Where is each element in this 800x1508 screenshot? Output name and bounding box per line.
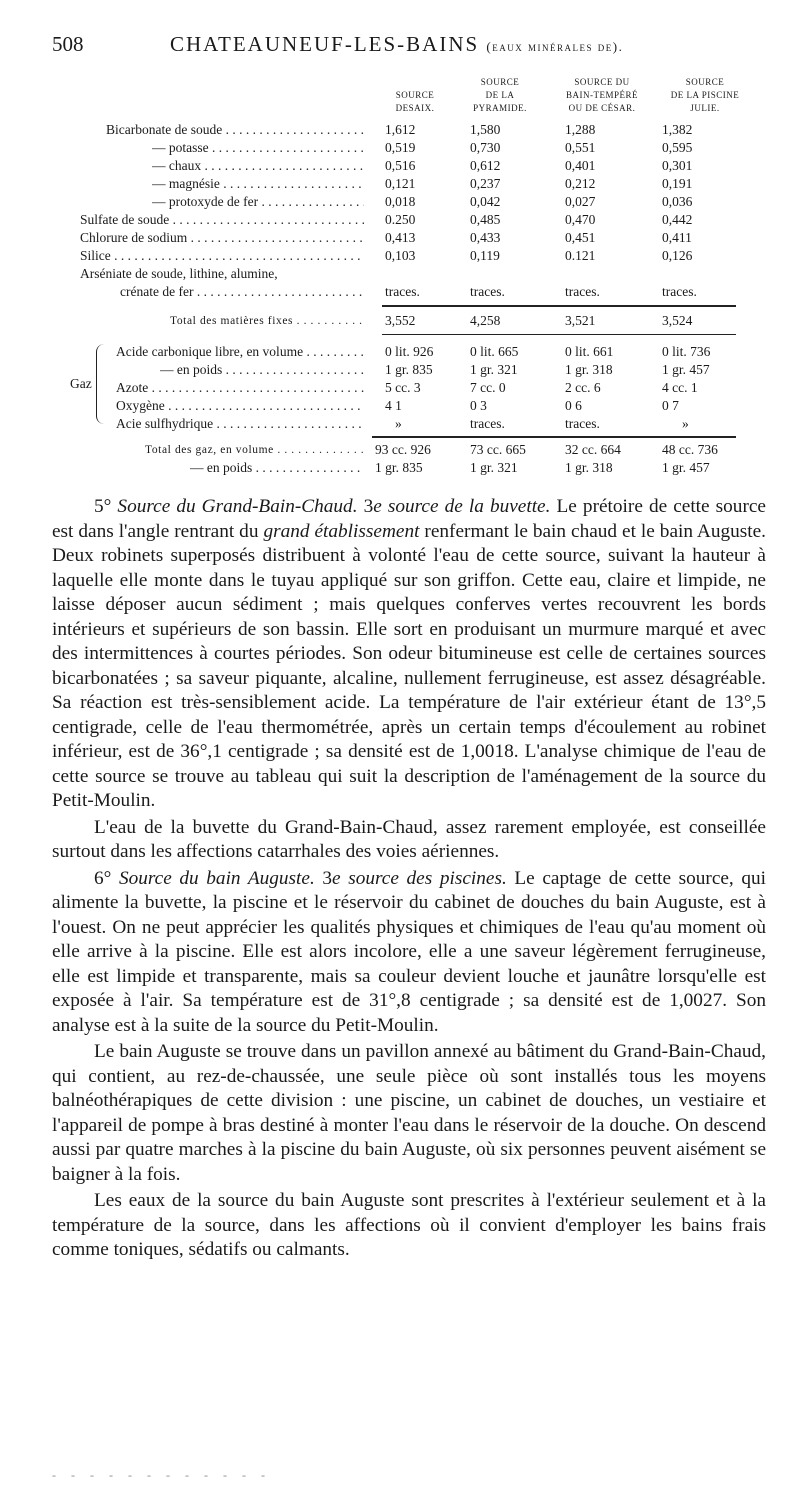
cell-value: 0,485 [470,212,501,227]
text-run: 3 [357,496,374,517]
cell-value: 4 cc. 1 [662,380,698,395]
row-label: Acie sulfhydrique . . . [116,416,364,432]
cell-value: 0 3 [470,398,487,413]
cell-value: 0 lit. 665 [470,344,519,359]
column-header-line: BAIN-TEMPÉRÉ [566,90,638,100]
column-header-line: SOURCE [685,77,725,87]
cell-value: 0,018 [385,194,416,209]
body-text [52,495,766,1265]
row-label: Silice . . . [80,248,364,264]
cell-value: 0,516 [385,158,416,173]
cell-value: 1 gr. 318 [565,362,613,377]
column-header-piscine-julie [645,76,765,115]
section-heading: Source du bain Auguste. [118,867,315,889]
cell-value: 0,191 [662,176,693,191]
cell-value: 0,121 [385,176,416,191]
running-title-main: CHATEAUNEUF-LES-BAINS [170,32,480,56]
column-header-line: DE LA [485,90,515,100]
cell-value: 0,237 [470,176,501,191]
cell-value: 0,411 [662,230,692,245]
cell-value: 4,258 [470,313,501,328]
cell-value: 0.250 [385,212,416,227]
paragraph-buvette-usage: L'eau de la buvette du Grand-Bain-Chaud, assez rarement employée, est conseillée surtout dans les affections catarrhales des voies aériennes. [52,816,766,862]
table-row [0,266,800,282]
section-subheading: e source de la buvette. [373,496,551,517]
table-row [0,194,800,210]
cell-value: 0 lit. 926 [385,344,434,359]
cell-value: traces. [565,284,600,299]
table-row [0,344,800,360]
row-label: Sulfate de soude . . . [80,212,364,228]
column-header-line: PYRAMIDE. [473,103,527,113]
table-row [0,158,800,174]
cell-value: 0,519 [385,140,416,155]
table-row [0,212,800,228]
cell-value: 0,301 [662,158,693,173]
cell-value: 0,126 [662,248,693,263]
cell-value: traces. [565,416,600,431]
cell-value: 48 cc. 736 [662,442,718,457]
row-label: Chlorure de sodium . . . [80,230,364,246]
cell-value: 0,042 [470,194,501,209]
text-run: 3 [314,867,333,889]
cell-value: 1,288 [565,122,596,137]
column-header-line: SOURCE DU [574,77,630,87]
scan-artifact-marks: - - - - - - - - - - - - [52,1468,271,1482]
cell-value: 0,103 [385,248,416,263]
cell-value: 32 cc. 664 [565,442,621,457]
section-heading: Source du Grand-Bain-Chaud. [117,496,358,517]
section-subheading: e source des piscines. [332,867,507,889]
column-header-line: JULIE. [690,103,720,113]
cell-value: 0.121 [565,248,596,263]
cell-value: 1 gr. 457 [662,460,710,475]
cell-value: 1 gr. 321 [470,460,518,475]
row-label: — en poids . . . [190,460,364,476]
total-gas-row [0,460,800,476]
text-run: Le prétoire de cette source est dans l'angle rentrant du [52,496,766,542]
cell-value: 1 gr. 318 [565,460,613,475]
page-number: 508 [52,32,84,56]
row-label: Total des matières fixes . . . [170,313,364,329]
cell-value: 0,612 [470,158,501,173]
cell-value: 3,521 [565,313,596,328]
cell-value: 0,451 [565,230,596,245]
row-label: — chaux . . . [152,158,364,174]
row-label: Total des gaz, en volume . . . [145,442,365,458]
cell-value: traces. [662,284,697,299]
table-row [0,284,800,300]
cell-value: 0,413 [385,230,416,245]
row-label: Oxygène . . . [116,398,364,414]
table-row [0,176,800,192]
paragraph-prescription: Les eaux de la source du bain Auguste sont prescrites à l'extérieur seulement et à la température de la source, dans les affections où il convient d'employer les bains frais comme toniques, sédatifs ou calmants. [52,1190,766,1260]
cell-value: 0,442 [662,212,693,227]
analysis-table [0,0,800,475]
table-row [0,380,800,396]
cell-value: 1 gr. 835 [375,460,423,475]
table-row [0,230,800,246]
cell-value: 1,612 [385,122,416,137]
cell-value: 1 gr. 457 [662,362,710,377]
column-header-line: OU DE CÉSAR. [568,103,636,113]
cell-value: 0,730 [470,140,501,155]
cell-value: 0,433 [470,230,501,245]
row-label: — magnésie . . . [152,176,364,192]
cell-value: » [682,416,689,431]
row-label: Arséniate de soude, lithine, alumine, [80,266,278,281]
cell-value: 7 cc. 0 [470,380,506,395]
cell-value: 0,212 [565,176,596,191]
cell-value: 0,027 [565,194,596,209]
row-label: — potasse . . . [152,140,364,156]
column-header-line: DESAIX. [395,103,435,113]
text-run: renfermant le bain chaud et le bain Auguste. Deux robinets superposés distribuent à volonté l'eau de cette source, suivant la hauteur à laquelle elle monte dans le tuyau appliqué sur son griffon. Cette eau, claire et limpide, ne laisse déposer aucun sédiment ; mais quelques conferves vertes recouvrent les bords intérieurs et supérieurs de son bassin. Elle sort en produisant un murmure marqué et avec des intermittences à courtes périodes. Son odeur bitumineuse est celle de certaines sources bicarbonatées ; sa saveur piquante, alcaline, nullement ferrugineuse, est assez désagréable. Sa réaction est très-sensiblement acide. La température de l'air extérieur étant de 13°,5 centigrade, celle de l'eau thermométrée, après un certain temps d'écoulement au robinet inférieur, est de 36°,1 centigrade ; sa densité est de 1,0018. L'analyse chimique de l'eau de cette source se trouve au tableau qui suit la description de l'aménagement de la source du Petit-Moulin. [52,520,766,811]
cell-value: 0,119 [470,248,500,263]
cell-value: 0 lit. 736 [662,344,711,359]
cell-value: 2 cc. 6 [565,380,601,395]
cell-value: 0 lit. 661 [565,344,614,359]
column-header-bain-tempere [542,76,662,115]
cell-value: 5 cc. 3 [385,380,421,395]
cell-value: 93 cc. 926 [375,442,431,457]
cell-value: 3,524 [662,313,693,328]
cell-value: 1 gr. 321 [470,362,518,377]
cell-value: 3,552 [385,313,416,328]
running-title-subtitle: (eaux minérales de). [486,39,624,54]
table-rule [382,305,736,307]
row-label: crénate de fer . . . [120,284,364,300]
cell-value: 0,036 [662,194,693,209]
cell-value: 0,470 [565,212,596,227]
cell-value: 0 6 [565,398,582,413]
column-header-line: SOURCE [395,90,435,100]
cell-value: 4 1 [385,398,402,413]
cell-value: 0,595 [662,140,693,155]
column-header-line: SOURCE [480,77,520,87]
cell-value: 1 gr. 835 [385,362,433,377]
emphasis: grand établissement [263,520,420,542]
row-label: — protoxyde de fer . . . [152,194,364,210]
cell-value: 1,580 [470,122,501,137]
table-row [0,362,800,378]
gas-group-label: Gaz [70,376,92,391]
cell-value: traces. [470,416,505,431]
table-row [0,416,800,432]
table-rule [382,334,736,335]
paragraph-bain-auguste [52,867,766,1039]
cell-value: » [395,416,402,431]
total-gas-row [0,442,800,458]
row-label: Azote . . . [116,380,364,396]
cell-value: traces. [385,284,420,299]
cell-value: 73 cc. 665 [470,442,526,457]
paragraph-pavillon: Le bain Auguste se trouve dans un pavillon annexé au bâtiment du Grand-Bain-Chaud, qui contient, au rez-de-chaussée, une seule pièce où sont installés tous les moyens balnéothérapiques de cette division : une piscine, un cabinet de douches, un vestiaire et l'appareil de pompe à bras destiné à monter l'eau dans le réservoir de la douche. On descend aussi par quatre marches à la piscine du bain Auguste, où six personnes peuvent aisément se baigner à la fois. [52,1041,766,1185]
cell-value: 0,401 [565,158,596,173]
row-label: Acide carbonique libre, en volume . . . [116,344,364,360]
row-label: — en poids . . . [160,362,364,378]
text-run: 5° [94,496,118,517]
table-rule [372,436,736,438]
cell-value: 1,382 [662,122,693,137]
cell-value: traces. [470,284,505,299]
table-row [0,398,800,414]
text-run: Le captage de cette source, qui alimente la buvette, la piscine et le réservoir du cabinet de douches du bain Auguste, est à l'ouest. On ne peut apprécier les qualités physiques et chimiques de l'eau qu'au moment où elle arrive à la piscine. Elle est alors incolore, elle a une saveur légèrement ferrugineuse, elle est limpide et transparente, mais sa couleur devient louche et jaunâtre lorsqu'elle est exposée à l'air. Sa température est de 31°,8 centigrade ; sa densité est de 1,0027. Son analyse est à la suite de la source du Petit-Moulin. [52,867,767,1036]
cell-value: 0 7 [662,398,679,413]
table-row [0,140,800,156]
cell-value: 0,551 [565,140,596,155]
text-run: 6° [94,867,119,889]
row-label: Bicarbonate de soude . . . [106,122,364,138]
table-row [0,122,800,138]
total-fixed-row [0,313,800,329]
paragraph-grand-bain-chaud [52,495,766,814]
table-row [0,248,800,264]
column-header-line: DE LA PISCINE [670,90,740,100]
